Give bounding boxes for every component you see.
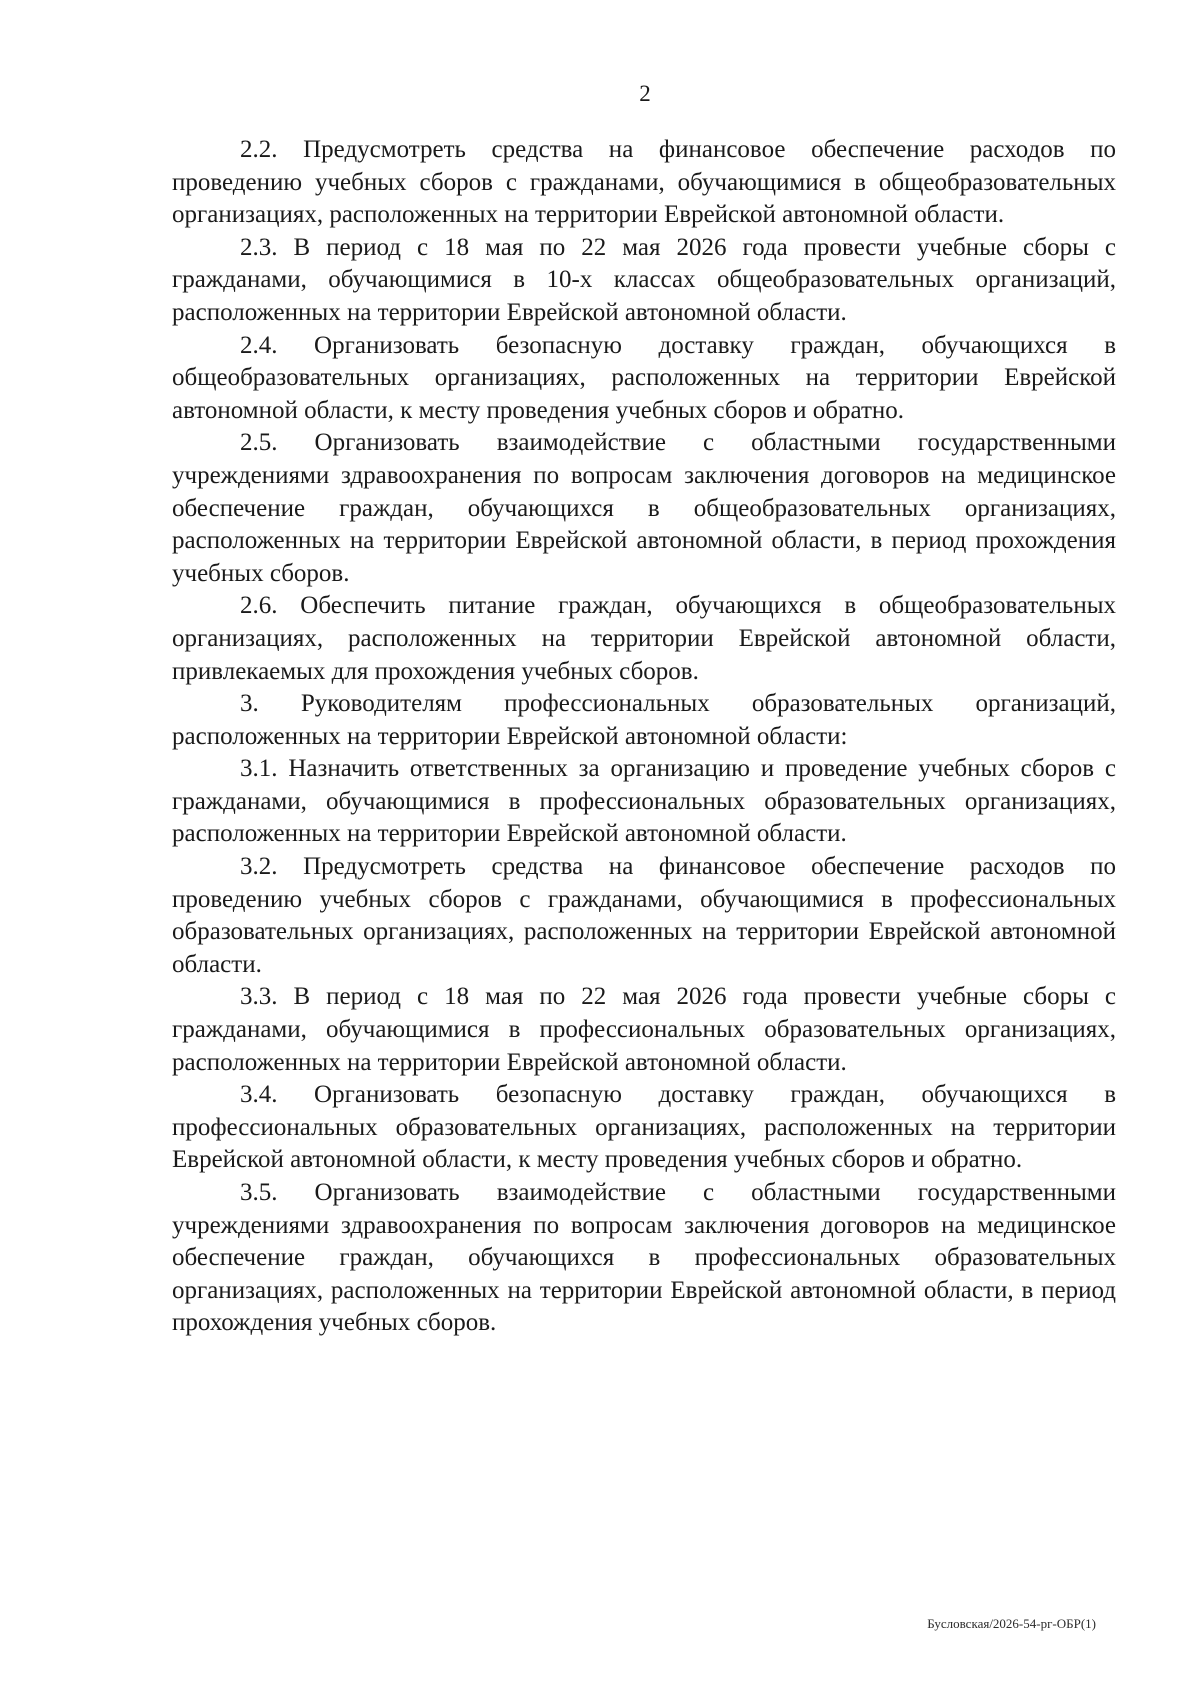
paragraph-2-6: 2.6. Обеспечить питание граждан, обучающихся в общеобразовательных организациях, расположенных на территории Еврейской автономной области, привлекаемых для прохождения учебных сборов. [172, 592, 1116, 685]
paragraph-3-1: 3.1. Назначить ответственных за организацию и проведение учебных сборов с гражданами, обучающимися в профессиональных образовательных организациях, расположенных на территории Еврейской автономной области. [172, 755, 1116, 848]
document-registration-code: Бусловская/2026-54-рг-ОБР(1) [927, 1616, 1096, 1631]
paragraph-3-3: 3.3. В период с 18 мая по 22 мая 2026 года провести учебные сборы с гражданами, обучающимися в профессиональных образовательных организациях, расположенных на территории Еврейской автономной области. [172, 983, 1116, 1076]
document-body [172, 134, 1116, 1340]
paragraph-2-4: 2.4. Организовать безопасную доставку граждан, обучающихся в общеобразовательных организациях, расположенных на территории Еврейской автономной области, к месту проведения учебных сборов и обратно. [172, 331, 1116, 424]
paragraph-3-5: 3.5. Организовать взаимодействие с областными государственными учреждениями здравоохранения по вопросам заключения договоров на медицинское обеспечение граждан, обучающихся в профессиональных образовательных организациях, расположенных на территории Еврейской автономной области, в период прохождения учебных сборов. [172, 1179, 1116, 1337]
page-number: 2 [639, 81, 651, 106]
paragraph-3-2: 3.2. Предусмотреть средства на финансовое обеспечение расходов по проведению учебных сборов с гражданами, обучающимися в профессиональных образовательных организациях, расположенных на территории Еврейской автономной области. [172, 853, 1116, 978]
paragraph-2-5: 2.5. Организовать взаимодействие с областными государственными учреждениями здравоохранения по вопросам заключения договоров на медицинское обеспечение граждан, обучающихся в общеобразовательных организациях, расположенных на территории Еврейской автономной области, в период прохождения учебных сборов. [172, 429, 1116, 587]
paragraph-2-2: 2.2. Предусмотреть средства на финансовое обеспечение расходов по проведению учебных сборов с гражданами, обучающимися в общеобразовательных организациях, расположенных на территории Еврейской автономной области. [172, 136, 1116, 229]
paragraph-3: 3. Руководителям профессиональных образовательных организаций, расположенных на территории Еврейской автономной области: [172, 690, 1116, 750]
paragraph-3-4: 3.4. Организовать безопасную доставку граждан, обучающихся в профессиональных образовательных организациях, расположенных на территории Еврейской автономной области, к месту проведения учебных сборов и обратно. [172, 1081, 1116, 1174]
paragraph-2-3: 2.3. В период с 18 мая по 22 мая 2026 года провести учебные сборы с гражданами, обучающимися в 10-х классах общеобразовательных организаций, расположенных на территории Еврейской автономной области. [172, 233, 1116, 326]
